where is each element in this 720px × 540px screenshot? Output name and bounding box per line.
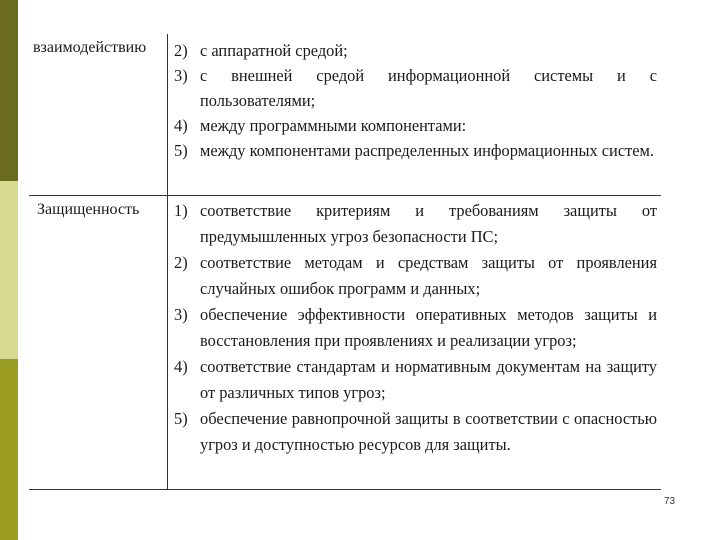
item-number: 4) <box>174 357 188 376</box>
term-cell <box>29 34 168 196</box>
list-item <box>174 63 661 113</box>
item-number: 2) <box>174 253 188 272</box>
list-item <box>174 198 661 250</box>
item-text: с аппаратной средой; <box>200 41 348 60</box>
item-text: между программными компонентами: <box>200 116 467 135</box>
items-cell <box>168 34 662 196</box>
item-text: между компонентами распределенных информационных систем. <box>200 141 654 160</box>
item-number: 5) <box>174 409 188 428</box>
item-number: 2) <box>174 41 188 60</box>
item-text: с внешней средой информационной системы и с пользователями; <box>200 66 657 110</box>
side-stripe-olive <box>0 359 18 540</box>
item-text: обеспечение эффективности оперативных методов защиты и восстановления при проявлениях и реализации угроз; <box>200 305 657 350</box>
table-row <box>29 196 661 490</box>
list-item <box>174 250 661 302</box>
item-text: соответствие критериям и требованиям защиты от предумышленных угроз безопасности ПС; <box>200 201 657 246</box>
item-number: 1) <box>174 201 188 220</box>
criteria-table <box>29 34 661 490</box>
term-cell <box>29 196 168 490</box>
list-item <box>174 38 661 63</box>
side-stripe-light <box>0 181 18 359</box>
item-text: соответствие методам и средствам защиты от проявления случайных ошибок программ и данных; <box>200 253 657 298</box>
term-label: Защищенность <box>37 201 140 218</box>
term-label: взаимодействию <box>33 39 147 56</box>
list-item <box>174 138 661 163</box>
items-cell <box>168 196 662 490</box>
item-list <box>168 34 661 163</box>
item-text: обеспечение равнопрочной защиты в соответствии с опасностью угроз и доступностью ресурсов для защиты. <box>200 409 657 454</box>
item-text: соответствие стандартам и нормативным документам на защиту от различных типов угроз; <box>200 357 657 402</box>
side-stripe-dark <box>0 0 18 181</box>
item-number: 4) <box>174 116 188 135</box>
list-item <box>174 113 661 138</box>
list-item <box>174 354 661 406</box>
list-item <box>174 406 661 458</box>
item-number: 3) <box>174 305 188 324</box>
page-number: 73 <box>664 496 676 507</box>
table-row <box>29 34 661 196</box>
item-list <box>168 196 661 458</box>
item-number: 3) <box>174 66 188 85</box>
list-item <box>174 302 661 354</box>
item-number: 5) <box>174 141 188 160</box>
